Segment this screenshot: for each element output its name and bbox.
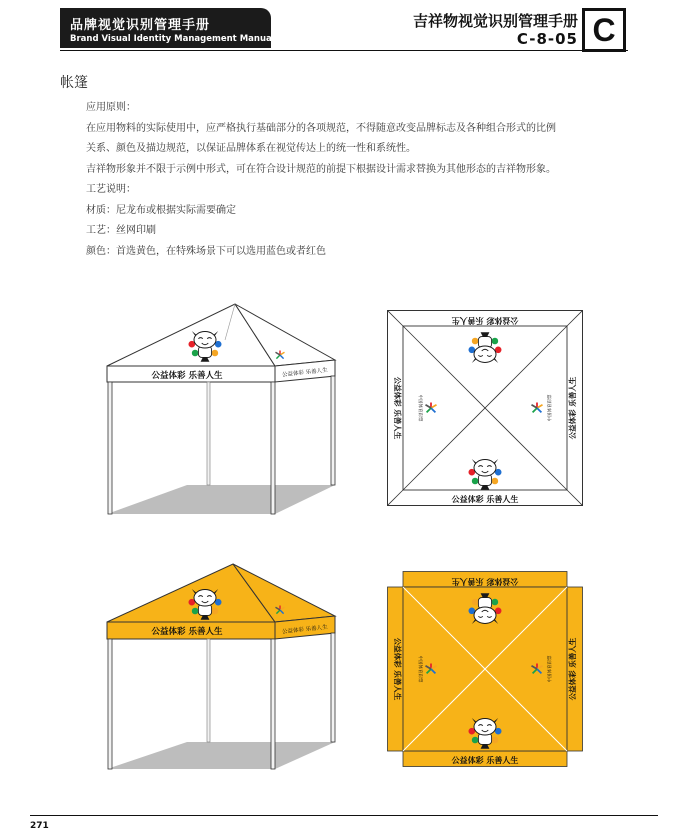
header-rule xyxy=(272,50,628,51)
paragraph: 颜色：首选黄色，在特殊场景下可以选用蓝色或者红色 xyxy=(86,245,326,257)
page-title: 帐篷 xyxy=(60,75,88,91)
manual-title-en: Brand Visual Identity Management Manual xyxy=(70,34,275,44)
body-text xyxy=(86,98,626,262)
brand-left: 中国体育彩票 xyxy=(417,655,422,683)
footer-rule xyxy=(30,815,658,816)
slogan-right: 公益体彩 乐善人生 xyxy=(568,637,577,701)
brand-left: 中国体育彩票 xyxy=(417,394,422,422)
section-title-cn: 吉祥物视觉识别管理手册 xyxy=(412,12,578,30)
page-code: C-8-05 xyxy=(516,30,578,48)
slogan-left: 公益体彩 乐善人生 xyxy=(393,637,402,701)
tent-slogan-side: 公益体彩 乐善人生 xyxy=(281,367,328,379)
slogan-bottom: 公益体彩 乐善人生 xyxy=(451,756,519,765)
brand-right: 中国体育彩票 xyxy=(548,394,553,422)
tent-floor xyxy=(107,742,335,769)
paragraph: 应用原则： xyxy=(86,102,136,113)
tent-slogan-side: 公益体彩 乐善人生 xyxy=(281,624,328,636)
paragraph: 材质：尼龙布或根据实际需要确定 xyxy=(86,204,236,216)
tent-floor xyxy=(107,485,335,514)
page-number: 271 xyxy=(30,821,49,831)
paragraph: 吉祥物形象并不限于示例中形式，可在符合设计规范的前提下根据设计需求替换为其他形态的吉祥物形象。 xyxy=(86,163,556,175)
slogan-right: 公益体彩 乐善人生 xyxy=(568,376,577,440)
paragraph: 工艺说明： xyxy=(86,184,136,195)
slogan-top: 公益体彩 乐善人生 xyxy=(451,577,519,586)
paragraph: 在应用物料的实际使用中，应严格执行基础部分的各项规范，不得随意改变品牌标志及各种组合形式的比例 xyxy=(86,122,556,134)
white-tent-perspective xyxy=(95,300,345,515)
chapter-letter: C xyxy=(582,8,626,52)
tent-slogan: 公益体彩 乐善人生 xyxy=(151,371,223,381)
white-tent-top-view xyxy=(387,310,583,506)
slogan-bottom: 公益体彩 乐善人生 xyxy=(451,495,519,504)
yellow-tent-perspective xyxy=(95,560,345,770)
tent-slogan: 公益体彩 乐善人生 xyxy=(151,627,223,637)
paragraph: 关系、颜色及描边规范，以保证品牌体系在视觉传达上的统一性和系统性。 xyxy=(86,143,416,154)
yellow-tent-top-view xyxy=(387,571,583,767)
slogan-top: 公益体彩 乐善人生 xyxy=(451,316,519,325)
manual-title-block xyxy=(60,8,275,48)
header-rule-left xyxy=(60,50,272,51)
slogan-left: 公益体彩 乐善人生 xyxy=(393,376,402,440)
brand-right: 中国体育彩票 xyxy=(548,655,553,683)
paragraph: 工艺：丝网印刷 xyxy=(86,225,156,236)
manual-title-cn: 品牌视觉识别管理手册 xyxy=(70,18,211,33)
